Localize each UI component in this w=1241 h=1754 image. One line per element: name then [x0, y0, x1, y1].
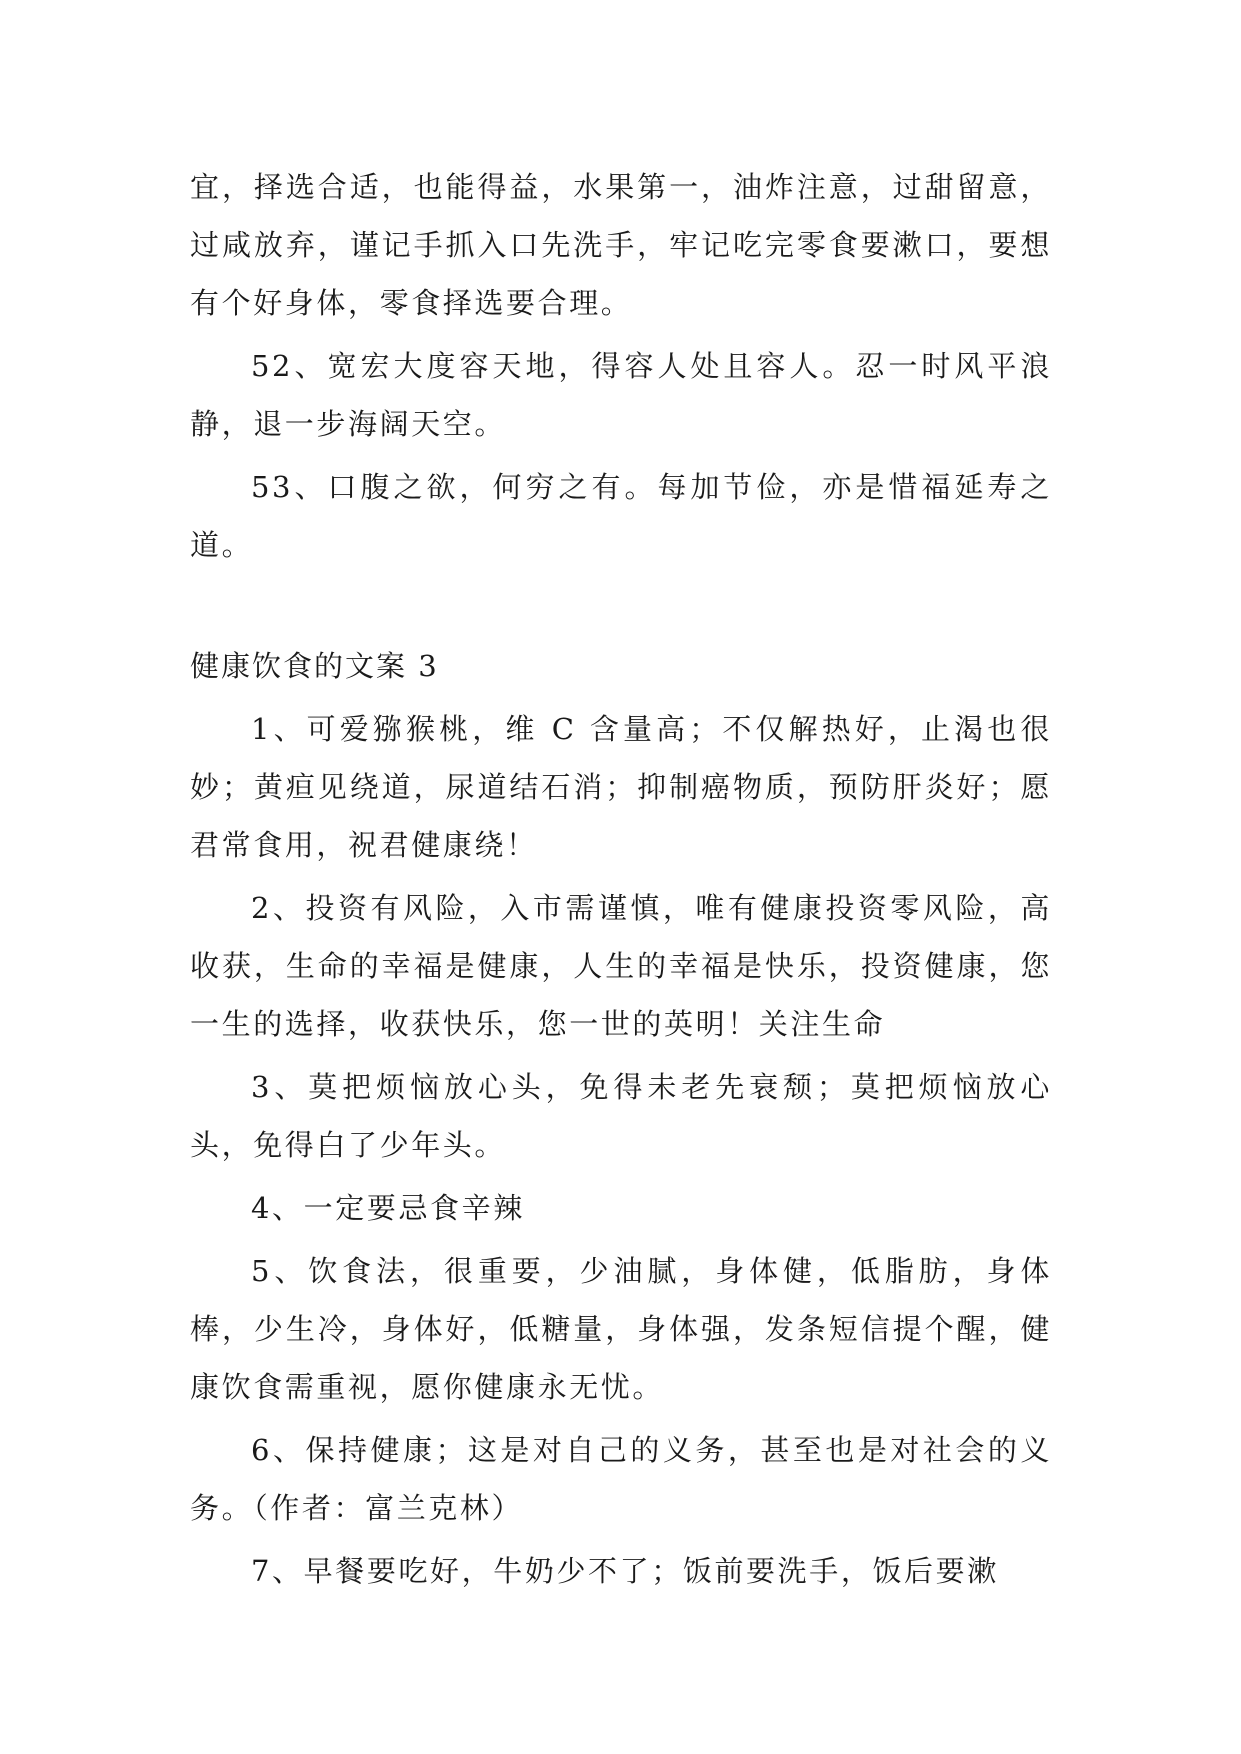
document-body: [190, 158, 1052, 1605]
paragraph-item-7: 7、早餐要吃好，牛奶少不了；饭前要洗手，饭后要漱: [251, 1554, 999, 1588]
paragraph-item-52: 52、宽宏大度容天地，得容人处且容人。忍一时风平浪静，退一步海阔天空。: [190, 349, 1052, 441]
paragraph-item-1: 1、可爱猕猴桃，维 C 含量高；不仅解热好，止渴也很妙；黄疸见绕道，尿道结石消；抑制癌物质，预防肝炎好；愿君常食用，祝君健康绕！: [190, 712, 1052, 862]
section-spacer: [190, 579, 1052, 637]
paragraph-item-4: 4、一定要忌食辛辣: [251, 1191, 525, 1225]
section-heading: 健康饮食的文案 3: [190, 649, 439, 683]
paragraph-item-3: 3、莫把烦恼放心头，免得未老先衰颓；莫把烦恼放心头，免得白了少年头。: [190, 1070, 1052, 1162]
paragraph-continued: 宜，择选合适，也能得益，水果第一，油炸注意，过甜留意，过咸放弃，谨记手抓入口先洗手，牢记吃完零食要漱口，要想有个好身体，零食择选要合理。: [190, 170, 1052, 320]
paragraph-item-5: 5、饮食法，很重要，少油腻，身体健，低脂肪，身体棒，少生冷，身体好，低糖量，身体强，发条短信提个醒，健康饮食需重视，愿你健康永无忧。: [190, 1254, 1052, 1404]
paragraph-item-2: 2、投资有风险，入市需谨慎，唯有健康投资零风险，高收获，生命的幸福是健康，人生的幸福是快乐，投资健康，您一生的选择，收获快乐，您一世的英明！关注生命: [190, 891, 1052, 1041]
paragraph-item-53: 53、口腹之欲，何穷之有。每加节俭，亦是惜福延寿之道。: [190, 470, 1052, 562]
paragraph-item-6: 6、保持健康；这是对自己的义务，甚至也是对社会的义务。（作者：富兰克林）: [190, 1433, 1052, 1525]
